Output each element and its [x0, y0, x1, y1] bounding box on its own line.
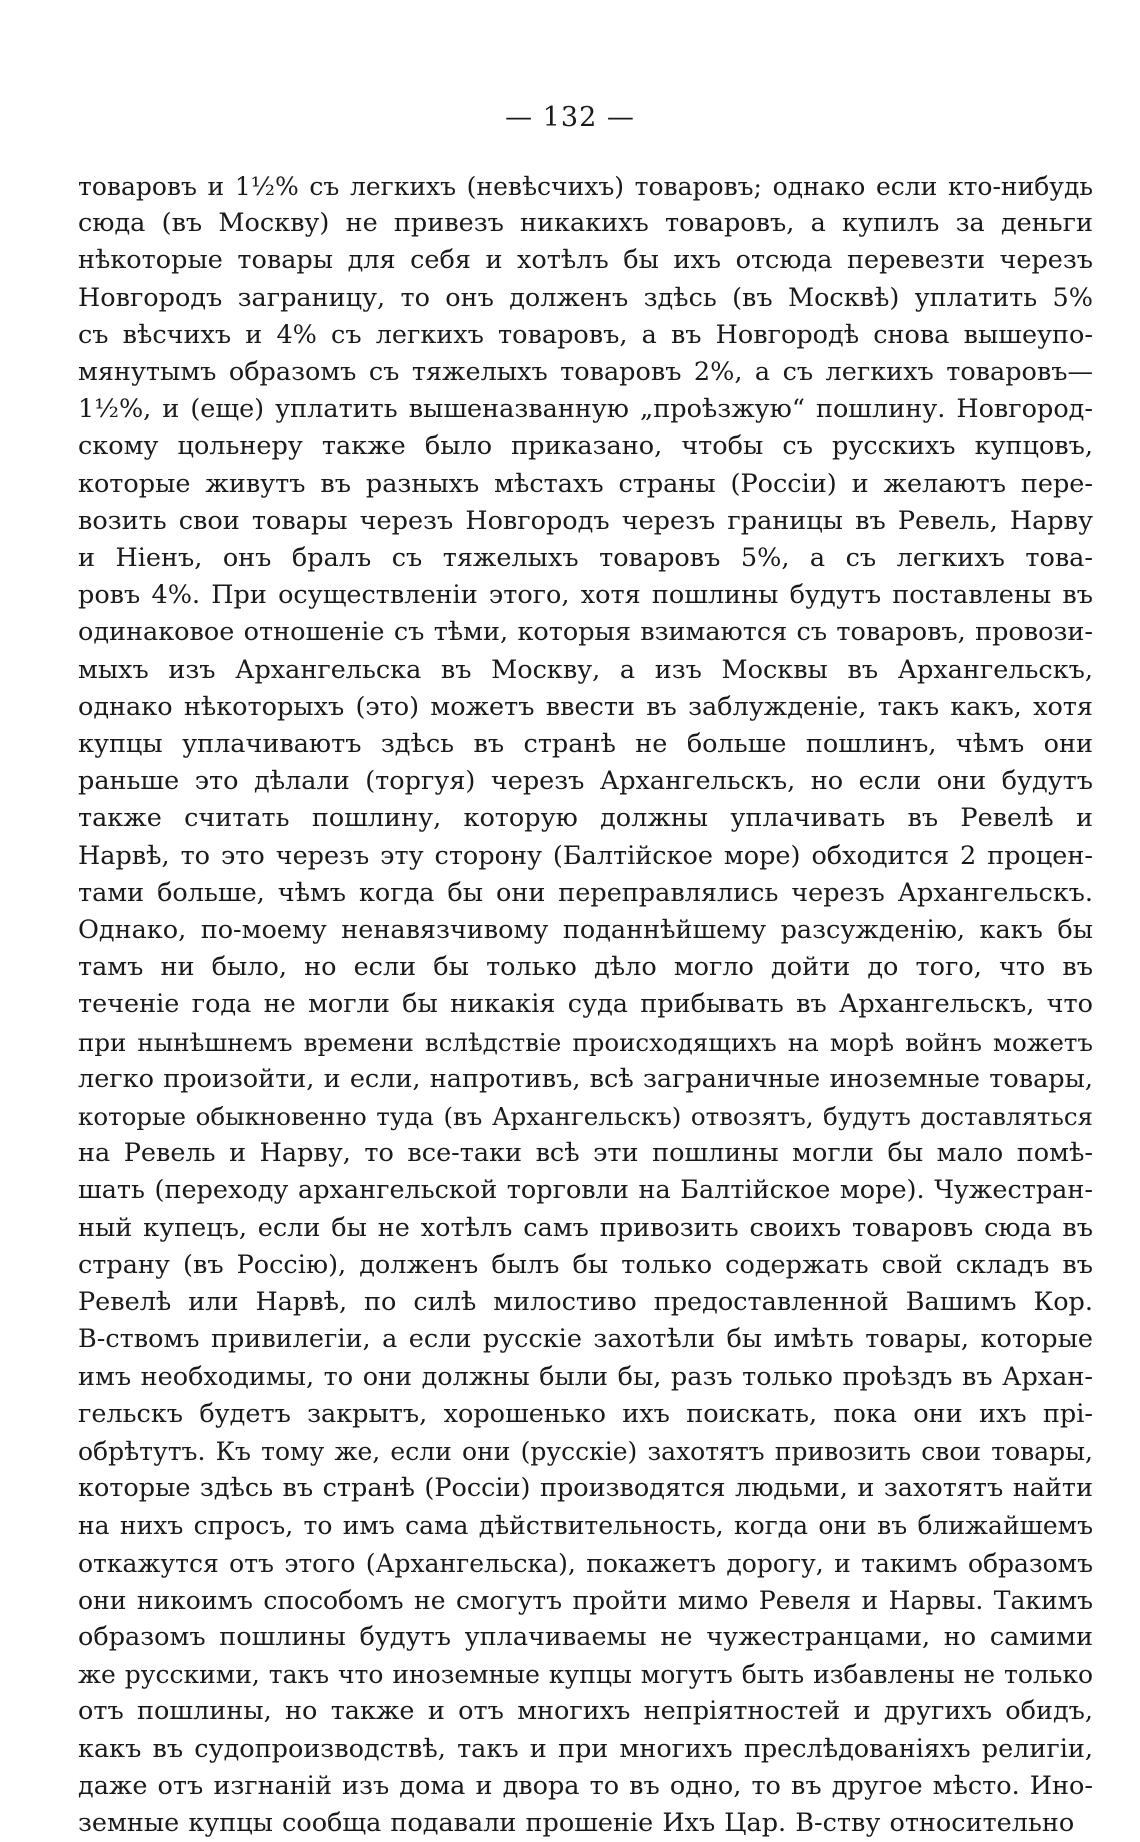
text-line: даже отъ изгнаній изъ дома и двора то въ одно, то въ другое мѣсто. Ино- [78, 1770, 1093, 1801]
text-line: страну (въ Россію), долженъ былъ бы только содержать свой складъ въ [78, 1249, 1093, 1280]
text-line: легко произойти, и если, напротивъ, всѣ заграничные иноземные товары, [78, 1063, 1093, 1094]
body-text [78, 168, 1093, 1842]
text-line: образомъ пошлины будутъ уплачиваемы не чужестранцами, но самими [78, 1621, 1093, 1652]
text-line: имъ необходимы, то они должны были бы, разъ только проѣздъ въ Архан- [78, 1361, 1093, 1392]
text-line: одинаковое отношеніе съ тѣми, которыя взимаются съ товаровъ, провози- [78, 617, 1093, 648]
text-line: Ревелѣ или Нарвѣ, по силѣ милостиво предоставленной Вашимъ Кор. [78, 1287, 1093, 1318]
text-line: однако нѣкоторыхъ (это) можетъ ввести въ заблужденіе, такъ какъ, хотя [78, 691, 1093, 722]
text-line: которые обыкновенно туда (въ Архангельскъ) отвозятъ, будутъ доставляться [78, 1102, 1093, 1132]
text-line: же русскими, такъ что иноземные купцы могутъ быть избавлены не только [78, 1660, 1093, 1690]
text-line: товаровъ и 1½% съ легкихъ (невѣсчихъ) товаровъ; однако если кто-нибудь [78, 172, 1093, 201]
text-line: Однако, по-моему ненавязчивому поданнѣйшему разсужденію, какъ бы [78, 915, 1093, 946]
text-line: 1½%, и (еще) уплатить вышеназванную „проѣзжую“ пошлину. Новгород- [78, 394, 1093, 425]
text-line: и Ніенъ, онъ бралъ съ тяжелыхъ товаровъ 5%, а съ легкихъ това- [78, 543, 1093, 574]
text-line: гельскъ будетъ закрытъ, хорошенько ихъ поискать, пока они ихъ прі- [78, 1398, 1093, 1429]
text-line: купцы уплачиваютъ здѣсь въ странѣ не больше пошлинъ, чѣмъ они [78, 729, 1093, 760]
text-line: Нарвѣ, то это черезъ эту сторону (Балтійское море) обходится 2 процен- [78, 840, 1093, 871]
text-line: нѣкоторые товары для себя и хотѣлъ бы ихъ отсюда перевезти черезъ [78, 245, 1093, 276]
text-line: В-ствомъ привилегіи, а если русскіе захотѣли бы имѣть товары, которые [78, 1324, 1093, 1355]
text-line: на нихъ спросъ, то имъ сама дѣйствительность, когда они въ ближайшемъ [78, 1511, 1093, 1541]
text-line: сюда (въ Москву) не привезъ никакихъ товаровъ, а купилъ за деньги [78, 208, 1093, 239]
text-line: возить свои товары черезъ Новгородъ черезъ границы въ Ревель, Нарву [78, 505, 1093, 536]
text-line: они никоимъ способомъ не смогутъ пройти мимо Ревеля и Нарвы. Такимъ [78, 1585, 1093, 1615]
text-line: шать (переходу архангельской торговли на Балтійское море). Чужестран- [78, 1175, 1093, 1206]
text-line: раньше это дѣлали (торгуя) черезъ Архангельскъ, но если они будутъ [78, 766, 1093, 797]
text-line: мянутымъ образомъ съ тяжелыхъ товаровъ 2%, а съ легкихъ товаровъ— [78, 357, 1093, 388]
text-line: земные купцы сообща подавали прошеніе Ихъ Цар. В-ству относительно [78, 1807, 1075, 1838]
text-line: тамъ ни было, но если бы только дѣло могло дойти до того, что въ [78, 952, 1093, 983]
text-line: обрѣтутъ. Къ тому же, если они (русскіе) захотятъ привозить свои товары, [78, 1436, 1093, 1466]
text-line: которые здѣсь въ странѣ (Россіи) производятся людьми, и захотятъ найти [78, 1473, 1093, 1504]
text-line: также считать пошлину, которую должны уплачивать въ Ревелѣ и [78, 803, 1093, 834]
text-line: скому цольнеру также было приказано, чтобы съ русскихъ купцовъ, [78, 431, 1093, 462]
text-line: мыхъ изъ Архангельска въ Москву, а изъ Москвы въ Архангельскъ, [78, 654, 1093, 685]
text-line: на Ревель и Нарву, то все-таки всѣ эти пошлины могли бы мало помѣ- [78, 1138, 1093, 1169]
text-line: ровъ 4%. При осуществленіи этого, хотя пошлины будутъ поставлены въ [78, 580, 1093, 611]
text-line: съ вѣсчихъ и 4% съ легкихъ товаровъ, а въ Новгородѣ снова вышеупо- [78, 319, 1093, 350]
text-line: тами больше, чѣмъ когда бы они переправлялись черезъ Архангельскъ. [78, 877, 1093, 908]
text-line: при нынѣшнемъ времени вслѣдствіе происходящихъ на морѣ войнъ можетъ [78, 1027, 1093, 1057]
page-number: — 132 — [505, 102, 635, 133]
text-line: ный купецъ, если бы не хотѣлъ самъ привозить своихъ товаровъ сюда въ [78, 1212, 1093, 1243]
text-line: какъ въ судопроизводствѣ, такъ и при многихъ преслѣдованіяхъ религіи, [78, 1733, 1093, 1764]
text-line: теченіе года не могли бы никакія суда прибывать въ Архангельскъ, что [78, 989, 1093, 1020]
text-line: которые живутъ въ разныхъ мѣстахъ страны (Россіи) и желаютъ пере- [78, 468, 1093, 499]
text-line: отъ пошлины, но также и отъ многихъ непріятностей и другихъ обидъ, [78, 1696, 1093, 1727]
text-line: откажутся отъ этого (Архангельска), покажетъ дорогу, и такимъ образомъ [78, 1548, 1093, 1578]
text-line: Новгородъ заграницу, то онъ долженъ здѣсь (въ Москвѣ) уплатить 5% [78, 282, 1093, 313]
